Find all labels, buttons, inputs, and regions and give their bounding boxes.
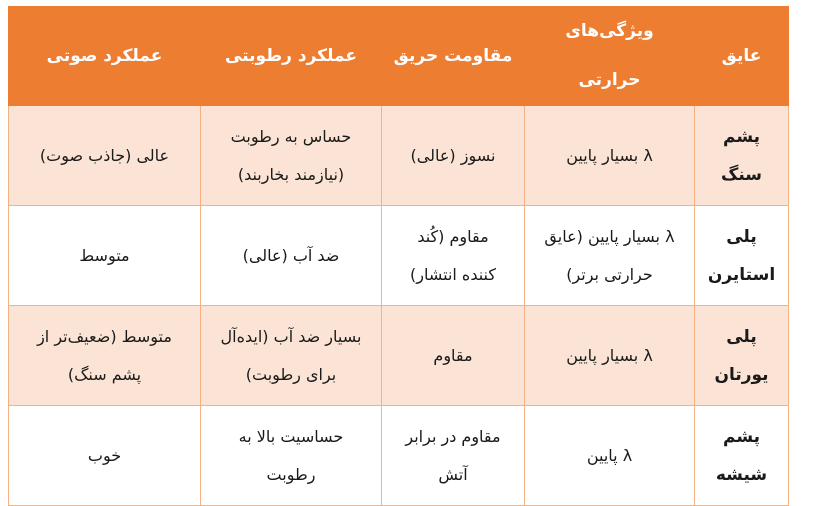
- cell-thermal: [525, 306, 695, 406]
- insulation-comparison-table: [8, 6, 789, 506]
- cell-acoustic: [9, 106, 201, 206]
- header-thermal: ویژگی‌های حرارتی: [525, 7, 695, 106]
- table-row: [9, 406, 789, 506]
- cell-text: λ بسیار پایین: [566, 345, 653, 365]
- cell-text: خوب: [87, 445, 122, 465]
- cell-insulation-name: [695, 206, 789, 306]
- cell-text: پلی استایرن: [707, 226, 776, 285]
- cell-fire: [382, 106, 525, 206]
- table-body: [9, 106, 789, 506]
- cell-text: مقاوم: [433, 345, 473, 365]
- cell-insulation-name: [695, 406, 789, 506]
- table-row: [9, 306, 789, 406]
- cell-acoustic: [9, 306, 201, 406]
- cell-text: مقاوم (کُند کننده انتشار): [410, 226, 496, 284]
- cell-thermal: [525, 106, 695, 206]
- cell-fire: [382, 206, 525, 306]
- cell-text: متوسط: [79, 245, 130, 265]
- table-row: [9, 206, 789, 306]
- cell-text: عالی (جاذب صوت): [39, 145, 170, 165]
- cell-text: پلی یورتان: [714, 326, 769, 385]
- cell-acoustic: [9, 406, 201, 506]
- header-acoustic: عملکرد صوتی: [9, 7, 201, 106]
- cell-text: λ بسیار پایین (عایق حرارتی برتر): [544, 226, 675, 284]
- cell-moisture: [201, 406, 382, 506]
- cell-text: نسوز (عالی): [410, 145, 496, 165]
- cell-fire: [382, 406, 525, 506]
- cell-text: پشم شیشه: [715, 426, 768, 485]
- cell-moisture: [201, 306, 382, 406]
- table-header: [9, 7, 789, 106]
- table-row: [9, 106, 789, 206]
- cell-text: حساس به رطوبت (نیازمند بخاربند): [230, 126, 352, 184]
- cell-text: حساسیت بالا به رطوبت: [238, 426, 344, 484]
- cell-text: پشم سنگ: [720, 126, 763, 185]
- cell-text: بسیار ضد آب (ایده‌آل برای رطوبت): [220, 326, 362, 384]
- header-row: [9, 7, 789, 106]
- cell-thermal: [525, 406, 695, 506]
- cell-thermal: [525, 206, 695, 306]
- header-insulation: عایق: [695, 7, 789, 106]
- cell-insulation-name: [695, 306, 789, 406]
- cell-text: λ بسیار پایین: [566, 145, 653, 165]
- header-fire-resistance: مقاومت حریق: [382, 7, 525, 106]
- cell-text: λ پایین: [586, 445, 633, 465]
- cell-moisture: [201, 106, 382, 206]
- cell-text: مقاوم در برابر آتش: [405, 426, 501, 484]
- header-moisture: عملکرد رطوبتی: [201, 7, 382, 106]
- cell-fire: [382, 306, 525, 406]
- cell-text: ضد آب (عالی): [242, 245, 340, 265]
- cell-acoustic: [9, 206, 201, 306]
- cell-text: متوسط (ضعیف‌تر از پشم سنگ): [37, 326, 172, 384]
- cell-insulation-name: [695, 106, 789, 206]
- cell-moisture: [201, 206, 382, 306]
